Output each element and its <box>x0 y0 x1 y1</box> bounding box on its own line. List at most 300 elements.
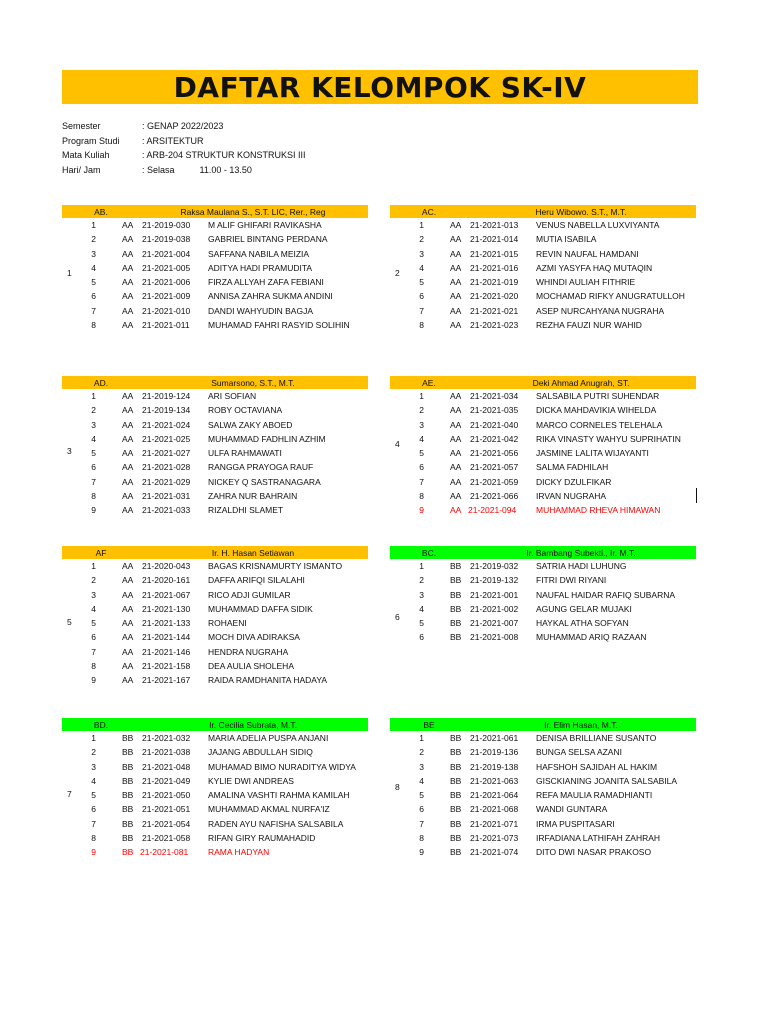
class-code: AA <box>122 262 134 273</box>
student-id: 21-2019-032 <box>470 561 519 571</box>
class-code: BB <box>122 761 134 772</box>
group-code: AC. <box>421 206 437 217</box>
group-ab <box>62 205 368 332</box>
group-header <box>390 205 696 218</box>
row-number: 1 <box>419 561 424 571</box>
student-row <box>390 460 696 474</box>
student-id: 21-2021-038 <box>142 747 191 758</box>
student-name: MUHAMAD FAHRI RASYID SOLIHIN <box>208 320 350 331</box>
info-value: : ARSITEKTUR <box>142 135 204 146</box>
student-row <box>390 218 696 232</box>
student-id: 21-2021-010 <box>142 305 191 316</box>
row-number: 1 <box>91 391 96 401</box>
student-id: 21-2021-009 <box>142 291 191 302</box>
row-number: 2 <box>91 747 96 758</box>
info-value: : Selasa 11.00 - 13.50 <box>142 164 252 175</box>
group-number: 7 <box>67 789 72 799</box>
group-code: AD. <box>93 377 109 388</box>
student-name: RADEN AYU NAFISHA SALSABILA <box>208 818 344 829</box>
row-number: 5 <box>91 448 96 459</box>
student-row <box>62 817 368 831</box>
student-id: 21-2021-024 <box>142 419 191 430</box>
student-row <box>62 304 368 318</box>
class-code: AA <box>122 618 134 629</box>
info-value: : ARB-204 STRUKTUR KONSTRUKSI III <box>142 150 306 160</box>
group-lecturer: Ir. Cecilia Subrata, M.T. <box>209 719 297 730</box>
student-row <box>62 745 368 759</box>
student-row <box>62 418 368 432</box>
title-banner <box>62 70 698 104</box>
student-name: SALMA FADHILAH <box>536 462 609 473</box>
class-code: AA <box>122 675 134 686</box>
student-row <box>390 247 696 261</box>
student-row <box>62 802 368 816</box>
student-row <box>390 275 696 289</box>
student-id: 21-2021-050 <box>142 790 191 801</box>
student-id: 21-2019-134 <box>142 405 191 416</box>
group-code: BD. <box>93 719 109 730</box>
class-code: BB <box>450 733 462 743</box>
class-code: AA <box>122 405 134 416</box>
student-row <box>62 731 368 745</box>
row-number: 5 <box>419 277 424 288</box>
row-number: 1 <box>91 733 96 743</box>
student-list <box>390 218 696 332</box>
class-code: AA <box>122 220 134 230</box>
row-number: 3 <box>419 589 424 600</box>
student-name: JASMINE LALITA WIJAYANTI <box>536 448 649 459</box>
row-number: 4 <box>419 433 424 444</box>
row-number: 8 <box>91 661 96 672</box>
group-header <box>62 546 368 559</box>
row-number: 2 <box>91 575 96 586</box>
student-id: 21-2021-063 <box>470 775 519 786</box>
student-name: WANDI GUNTARA <box>536 804 608 815</box>
student-row <box>390 630 696 644</box>
student-row <box>390 845 696 859</box>
student-name: ASEP NURCAHYANA NUGRAHA <box>536 305 665 316</box>
row-number: 3 <box>419 761 424 772</box>
student-name: RIZALDHI SLAMET <box>208 505 284 516</box>
row-number: 2 <box>419 747 424 758</box>
class-code: AA <box>122 419 134 430</box>
row-number: 8 <box>419 833 424 844</box>
class-code: AA <box>450 405 462 416</box>
student-row <box>390 318 696 332</box>
row-number: 5 <box>91 277 96 288</box>
student-id: 21-2021-081 <box>140 847 189 858</box>
student-id: 21-2021-011 <box>142 320 190 331</box>
student-id: 21-2021-023 <box>470 320 519 331</box>
student-id: 21-2021-064 <box>470 790 519 801</box>
student-name: HAFSHOH SAJIDAH AL HAKIM <box>536 761 658 772</box>
class-code: BB <box>450 561 462 571</box>
class-code: AA <box>450 505 462 516</box>
student-id: 21-2019-136 <box>470 747 519 758</box>
group-number: 2 <box>395 268 400 278</box>
row-number: 8 <box>419 320 424 331</box>
student-name: GABRIEL BINTANG PERDANA <box>208 234 328 245</box>
student-name: ADITYA HADI PRAMUDITA <box>208 262 313 273</box>
group-lecturer: Ir. H. Hasan Setiawan <box>211 547 295 558</box>
group-header <box>62 376 368 389</box>
student-name: IRMA PUSPITASARI <box>536 818 615 829</box>
student-id: 21-2021-021 <box>470 305 519 316</box>
row-number: 6 <box>91 462 96 473</box>
student-id: 21-2021-054 <box>142 818 191 829</box>
student-name: ZAHRA NUR BAHRAIN <box>208 491 298 502</box>
class-code: AA <box>450 433 462 444</box>
student-id: 21-2021-058 <box>142 833 191 844</box>
student-row <box>390 446 696 460</box>
student-row <box>62 659 368 673</box>
student-id: 21-2021-005 <box>142 262 191 273</box>
row-number: 6 <box>419 462 424 473</box>
student-id: 21-2021-071 <box>470 818 519 829</box>
student-id: 21-2020-043 <box>142 561 191 571</box>
row-number: 6 <box>91 632 96 643</box>
student-id: 21-2019-124 <box>142 391 191 401</box>
group-lecturer: Sumarsono, S.T., M.T. <box>211 377 295 388</box>
row-number: 2 <box>91 234 96 245</box>
class-code: AA <box>122 561 134 571</box>
student-row <box>390 403 696 417</box>
student-id: 21-2021-042 <box>470 433 519 444</box>
row-number: 8 <box>91 833 96 844</box>
student-id: 21-2021-020 <box>470 291 519 302</box>
student-id: 21-2021-025 <box>142 433 191 444</box>
row-number: 5 <box>419 448 424 459</box>
student-id: 21-2021-144 <box>142 632 191 643</box>
student-row <box>62 261 368 275</box>
group-code: BE <box>423 719 435 730</box>
student-row <box>62 616 368 630</box>
student-row <box>62 432 368 446</box>
row-number: 4 <box>91 433 96 444</box>
student-list <box>62 731 368 860</box>
student-name: ANNISA ZAHRA SUKMA ANDINI <box>208 291 333 302</box>
student-id: 21-2019-030 <box>142 220 191 230</box>
class-code: BB <box>122 747 134 758</box>
row-number: 3 <box>91 761 96 772</box>
class-code: AA <box>122 603 134 614</box>
class-code: AA <box>122 462 134 473</box>
student-name: DICKY DZULFIKAR <box>536 476 612 487</box>
student-name: DENISA BRILLIANE SUSANTO <box>536 733 657 743</box>
student-name: DICKA MAHDAVIKIA WIHELDA <box>536 405 657 416</box>
student-id: 21-2021-033 <box>142 505 191 516</box>
student-name: AZMI YASYFA HAQ MUTAQIN <box>536 262 653 273</box>
student-row <box>62 760 368 774</box>
student-row <box>390 573 696 587</box>
student-id: 21-2021-059 <box>470 476 519 487</box>
class-code: AA <box>122 433 134 444</box>
student-name: MARIA ADELIA PUSPA ANJANI <box>208 733 329 743</box>
student-name: MUHAMAD BIMO NURADITYA WIDYA <box>208 761 356 772</box>
student-row <box>62 573 368 587</box>
student-name: NAUFAL HAIDAR RAFIQ SUBARNA <box>536 589 676 600</box>
row-number: 4 <box>419 775 424 786</box>
class-code: BB <box>450 632 462 643</box>
class-code: AA <box>122 291 134 302</box>
student-id: 21-2021-031 <box>142 491 191 502</box>
student-name: RICO ADJI GUMILAR <box>208 589 291 600</box>
student-list <box>62 559 368 688</box>
student-row <box>62 489 368 503</box>
student-id: 21-2021-032 <box>142 733 191 743</box>
row-number: 4 <box>91 262 96 273</box>
student-row <box>390 745 696 759</box>
class-code: AA <box>122 448 134 459</box>
row-number: 9 <box>419 505 424 516</box>
class-code: AA <box>122 248 134 259</box>
student-id: 21-2021-073 <box>470 833 519 844</box>
student-row <box>390 788 696 802</box>
student-row <box>390 289 696 303</box>
row-number: 9 <box>419 847 424 858</box>
row-number: 4 <box>91 603 96 614</box>
student-name: MUHAMMAD DAFFA SIDIK <box>208 603 313 614</box>
row-number: 5 <box>91 618 96 629</box>
class-code: BB <box>122 733 134 743</box>
group-number: 4 <box>395 439 400 449</box>
row-number: 2 <box>91 405 96 416</box>
student-row <box>62 845 368 859</box>
class-code: AA <box>450 476 462 487</box>
student-name: REFA MAULIA RAMADHIANTI <box>536 790 653 801</box>
class-code: BB <box>450 804 462 815</box>
student-row <box>390 389 696 403</box>
student-id: 21-2021-027 <box>142 448 191 459</box>
row-number: 3 <box>91 248 96 259</box>
student-name: FIRZA ALLYAH ZAFA FEBIANI <box>208 277 324 288</box>
class-code: BB <box>122 775 134 786</box>
row-number: 8 <box>419 491 424 502</box>
student-name: RIFAN GIRY RAUMAHADID <box>208 833 316 844</box>
class-code: AA <box>450 305 462 316</box>
info-value: : GENAP 2022/2023 <box>142 121 224 131</box>
student-row <box>390 588 696 602</box>
class-code: AA <box>450 491 462 502</box>
student-row <box>390 304 696 318</box>
student-row <box>62 218 368 232</box>
student-id: 21-2021-067 <box>142 589 191 600</box>
class-code: AA <box>450 220 462 230</box>
row-number: 9 <box>91 505 96 516</box>
student-row <box>62 559 368 573</box>
student-id: 21-2021-040 <box>470 419 519 430</box>
student-name: IRVAN NUGRAHA <box>536 491 607 502</box>
student-name: SAFFANA NABILA MEIZIA <box>208 248 310 259</box>
row-number: 3 <box>419 419 424 430</box>
student-name: REVIN NAUFAL HAMDANI <box>536 248 639 259</box>
student-name: M ALIF GHIFARI RAVIKASHA <box>208 220 322 230</box>
class-code: BB <box>122 847 134 858</box>
student-row <box>62 460 368 474</box>
student-list <box>62 218 368 332</box>
group-lecturer: Raksa Maulana S., S.T. LIC, Rer., Reg <box>180 206 326 217</box>
student-id: 21-2021-029 <box>142 476 191 487</box>
class-code: BB <box>450 589 462 600</box>
student-name: RAIDA RAMDHANITA HADAYA <box>208 675 328 686</box>
student-id: 21-2021-048 <box>142 761 191 772</box>
class-code: AA <box>450 291 462 302</box>
student-name: MUHAMMAD AKMAL NURFA'IZ <box>208 804 330 815</box>
student-name: MUHAMMAD RHEVA HIMAWAN <box>536 505 661 516</box>
student-id: 21-2019-132 <box>470 575 519 586</box>
class-code: AA <box>450 262 462 273</box>
row-number: 8 <box>91 320 96 331</box>
student-id: 21-2021-146 <box>142 646 191 657</box>
group-lecturer: Ir. Elim Hasan, M.T. <box>544 719 618 730</box>
class-code: AA <box>122 320 134 331</box>
row-number: 7 <box>419 476 424 487</box>
student-row <box>62 247 368 261</box>
student-name: DEA AULIA SHOLEHA <box>208 661 294 672</box>
student-name: DAFFA ARIFQI SILALAHI <box>208 575 305 586</box>
student-row <box>62 774 368 788</box>
row-number: 7 <box>419 818 424 829</box>
student-id: 21-2021-034 <box>470 391 519 401</box>
row-number: 5 <box>419 790 424 801</box>
student-row <box>62 630 368 644</box>
row-number: 1 <box>419 733 424 743</box>
student-row <box>62 503 368 517</box>
class-code: AA <box>450 234 462 245</box>
student-name: MOCH DIVA ADIRAKSA <box>208 632 300 643</box>
student-row <box>390 503 696 517</box>
student-id: 21-2021-019 <box>470 277 519 288</box>
class-code: AA <box>122 575 134 586</box>
group-header <box>390 546 696 559</box>
student-name: ROHAENI <box>208 618 247 629</box>
class-code: AA <box>450 277 462 288</box>
student-id: 21-2019-138 <box>470 761 519 772</box>
student-row <box>62 232 368 246</box>
student-id: 21-2021-130 <box>142 603 191 614</box>
row-number: 9 <box>91 847 96 858</box>
group-bd <box>62 718 368 860</box>
student-row <box>62 403 368 417</box>
info-label: Program Studi <box>62 135 120 146</box>
student-id: 21-2021-006 <box>142 277 191 288</box>
student-id: 21-2019-038 <box>142 234 191 245</box>
student-name: SALSABILA PUTRI SUHENDAR <box>536 391 660 401</box>
class-code: AA <box>450 391 462 401</box>
student-id: 21-2021-066 <box>470 491 519 502</box>
class-code: AA <box>122 632 134 643</box>
student-id: 21-2021-074 <box>470 847 519 858</box>
student-name: IRFADIANA LATHIFAH ZAHRAH <box>536 833 661 844</box>
student-id: 21-2021-002 <box>470 603 519 614</box>
student-name: GISCKIANING JOANITA SALSABILA <box>536 775 678 786</box>
student-list <box>62 389 368 518</box>
row-number: 6 <box>91 291 96 302</box>
class-code: BB <box>122 833 134 844</box>
class-code: AA <box>122 277 134 288</box>
group-number: 5 <box>67 617 72 627</box>
group-code: AB. <box>94 206 108 217</box>
student-id: 21-2020-161 <box>142 575 191 586</box>
student-name: RANGGA PRAYOGA RAUF <box>208 462 314 473</box>
student-row <box>62 602 368 616</box>
student-id: 21-2021-049 <box>142 775 191 786</box>
row-number: 7 <box>91 476 96 487</box>
row-number: 6 <box>419 804 424 815</box>
row-number: 1 <box>419 391 424 401</box>
student-row <box>390 731 696 745</box>
group-code: AF <box>95 547 107 558</box>
group-number: 3 <box>67 446 72 456</box>
student-id: 21-2021-167 <box>142 675 191 686</box>
class-code: BB <box>450 775 462 786</box>
class-code: BB <box>450 847 462 858</box>
student-row <box>390 432 696 446</box>
student-row <box>390 817 696 831</box>
student-row <box>390 802 696 816</box>
student-name: REZHA FAUZI NUR WAHID <box>536 320 642 331</box>
student-id: 21-2021-158 <box>142 661 191 672</box>
student-name: RAMA HADYAN <box>208 847 270 858</box>
class-code: AA <box>450 248 462 259</box>
group-be <box>390 718 696 860</box>
class-code: AA <box>122 589 134 600</box>
student-row <box>390 475 696 489</box>
row-number: 6 <box>91 804 96 815</box>
student-id: 21-2021-068 <box>470 804 519 815</box>
group-ac <box>390 205 696 332</box>
student-name: ROBY OCTAVIANA <box>208 405 283 416</box>
row-number: 7 <box>419 305 424 316</box>
student-id: 21-2021-056 <box>470 448 519 459</box>
student-id: 21-2021-061 <box>470 733 519 743</box>
class-code: BB <box>450 747 462 758</box>
student-row <box>390 261 696 275</box>
student-name: MUHAMMAD FADHLIN AZHIM <box>208 433 326 444</box>
row-number: 1 <box>419 220 424 230</box>
student-name: SATRIA HADI LUHUNG <box>536 561 627 571</box>
student-row <box>390 602 696 616</box>
row-number: 6 <box>419 632 424 643</box>
info-label: Mata Kuliah <box>62 150 110 160</box>
group-number: 8 <box>395 782 400 792</box>
student-row <box>62 318 368 332</box>
group-header <box>62 205 368 218</box>
row-number: 3 <box>91 589 96 600</box>
student-row <box>390 831 696 845</box>
student-row <box>390 559 696 573</box>
student-list <box>390 731 696 860</box>
student-name: BAGAS KRISNAMURTY ISMANTO <box>208 561 343 571</box>
student-row <box>390 489 696 503</box>
class-code: AA <box>122 476 134 487</box>
class-code: BB <box>450 603 462 614</box>
text-cursor <box>696 488 697 503</box>
student-name: DITO DWI NASAR PRAKOSO <box>536 847 652 858</box>
row-number: 2 <box>419 405 424 416</box>
row-number: 7 <box>91 305 96 316</box>
student-name: AMALINA VASHTI RAHMA KAMILAH <box>208 790 350 801</box>
student-row <box>62 788 368 802</box>
class-code: AA <box>122 491 134 502</box>
row-number: 4 <box>91 775 96 786</box>
student-id: 21-2021-094 <box>468 505 517 516</box>
class-code: AA <box>122 646 134 657</box>
student-id: 21-2021-008 <box>470 632 519 643</box>
student-id: 21-2021-133 <box>142 618 191 629</box>
class-code: BB <box>122 818 134 829</box>
student-name: RIKA VINASTY WAHYU SUPRIHATIN <box>536 433 681 444</box>
